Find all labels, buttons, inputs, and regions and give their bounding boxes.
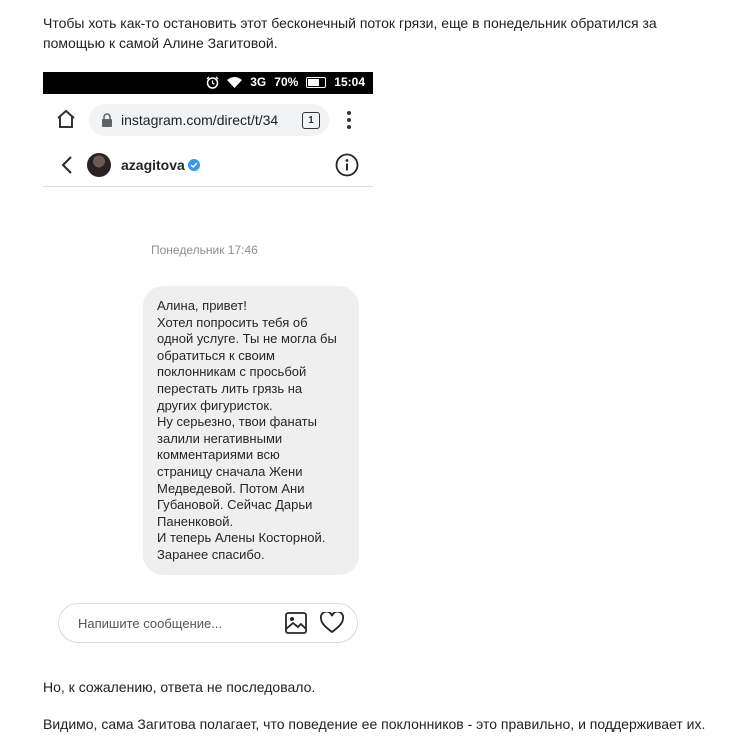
- message-line: обратиться к своим: [157, 347, 275, 363]
- message-line: Алина, привет!: [157, 298, 247, 313]
- heart-icon[interactable]: [320, 612, 344, 634]
- message-line: комментариями всю: [157, 447, 280, 463]
- message-line: Ну серьезно, твои фанаты: [157, 414, 317, 430]
- battery-icon: [306, 77, 326, 88]
- message-line: других фигуристок.: [157, 397, 273, 413]
- message-line: И теперь Алены Косторной.: [157, 530, 326, 546]
- phone-screenshot: [43, 72, 373, 187]
- wifi-icon: [227, 76, 242, 88]
- info-icon[interactable]: [335, 153, 359, 177]
- chat-username[interactable]: azagitova: [121, 157, 185, 173]
- message-line: Паненковой.: [157, 513, 234, 529]
- message-bubble[interactable]: [143, 286, 359, 575]
- clock: 15:04: [334, 75, 365, 89]
- message-line: залили негативными: [157, 430, 283, 446]
- message-timestamp: Понедельник 17:46: [151, 243, 258, 257]
- message-line: одной услуге. Ты не могла бы: [157, 331, 337, 347]
- status-bar: [43, 72, 373, 94]
- battery-percent: 70%: [274, 75, 299, 89]
- verified-badge-icon: [188, 159, 200, 171]
- message-line: Хотел попросить тебя об: [157, 314, 308, 330]
- lock-icon: [101, 113, 113, 127]
- article-intro-paragraph: Чтобы хоть как-то остановить этот бесконечный поток грязи, еще в понедельник обратился за помощью к самой Алине Загитовой.: [43, 15, 657, 51]
- message-composer[interactable]: [58, 603, 358, 643]
- tab-switcher-button[interactable]: 1: [302, 112, 320, 129]
- avatar[interactable]: [87, 153, 111, 177]
- chevron-left-icon[interactable]: [61, 156, 73, 174]
- address-bar[interactable]: [89, 104, 329, 136]
- network-type: 3G: [250, 75, 267, 89]
- message-line: Медведевой. Потом Ани: [157, 480, 305, 496]
- alarm-icon: [206, 76, 219, 89]
- message-line: Губановой. Сейчас Дарьи: [157, 497, 313, 513]
- chat-header: [43, 146, 373, 187]
- article-after-paragraph: Но, к сожалению, ответа не последовало.: [43, 679, 316, 695]
- message-line: страницу сначала Жени: [157, 463, 303, 479]
- message-line: Заранее спасибо.: [157, 546, 265, 562]
- message-input-placeholder[interactable]: Напишите сообщение...: [78, 616, 223, 631]
- image-icon[interactable]: [285, 612, 307, 634]
- message-line: поклонникам с просьбой: [157, 364, 307, 380]
- more-vertical-icon[interactable]: [347, 111, 351, 129]
- url-text: instagram.com/direct/t/34: [121, 112, 279, 128]
- browser-toolbar: [43, 94, 373, 146]
- message-line: перестать лить грязь на: [157, 380, 303, 396]
- home-icon[interactable]: [55, 108, 77, 130]
- article-conclusion-paragraph: Видимо, сама Загитова полагает, что поведение ее поклонников - это правильно, и поддерживает их.: [43, 716, 706, 732]
